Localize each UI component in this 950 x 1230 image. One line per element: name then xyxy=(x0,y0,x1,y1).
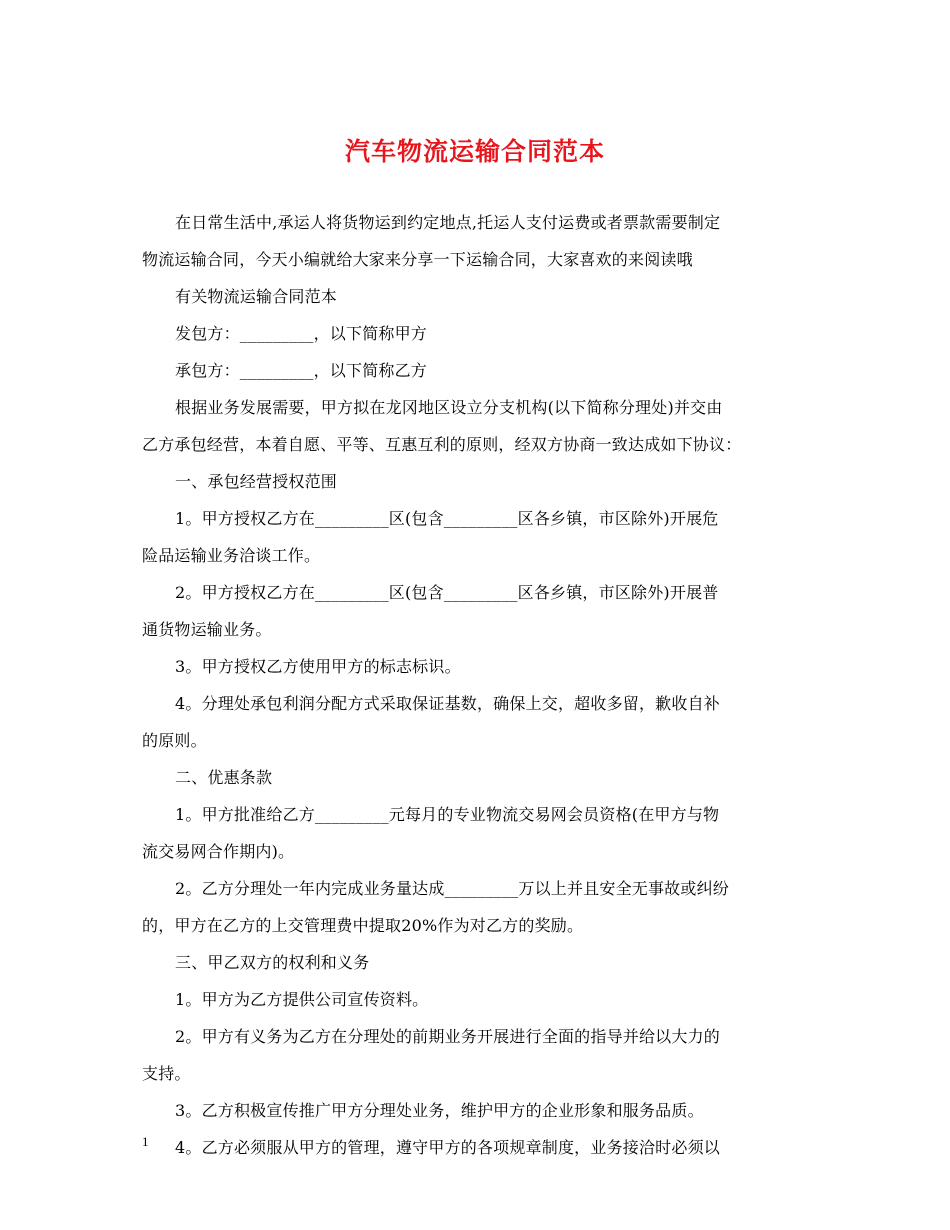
document-title: 汽车物流运输合同范本 xyxy=(344,137,605,166)
paragraph-line: 1。甲方批准给乙方_________元每月的专业物流交易网会员资格(在甲方与物 xyxy=(175,805,720,824)
paragraph-line: 险品运输业务洽谈工作。 xyxy=(142,546,321,565)
paragraph-line: 流交易网合作期内)。 xyxy=(142,842,295,861)
paragraph-line: 一、承包经营授权范围 xyxy=(175,472,338,491)
paragraph-line: 在日常生活中,承运人将货物运到约定地点,托运人支付运费或者票款需要制定 xyxy=(175,213,721,232)
paragraph-line: 的原则。 xyxy=(142,731,207,750)
paragraph-line: 有关物流运输合同范本 xyxy=(175,287,338,306)
paragraph-line: 三、甲乙双方的权利和义务 xyxy=(175,953,370,972)
page-number: 1 xyxy=(142,1134,149,1149)
paragraph-line: 3。乙方积极宣传推广甲方分理处业务，维护甲方的企业形象和服务品质。 xyxy=(175,1101,704,1120)
paragraph-line: 发包方：_________，以下简称甲方 xyxy=(175,324,428,343)
paragraph-line: 二、优惠条款 xyxy=(175,768,273,787)
paragraph-line: 承包方：_________，以下简称乙方 xyxy=(175,361,428,380)
paragraph-line: 的，甲方在乙方的上交管理费中提取20%作为对乙方的奖励。 xyxy=(142,916,584,935)
document-body xyxy=(142,204,817,1166)
paragraph-line: 支持。 xyxy=(142,1064,191,1083)
paragraph-line: 4。分理处承包利润分配方式采取保证基数，确保上交，超收多留，歉收自补 xyxy=(175,694,720,713)
paragraph-line: 根据业务发展需要，甲方拟在龙冈地区设立分支机构(以下简称分理处)并交由 xyxy=(175,398,723,417)
paragraph-line: 物流运输合同，今天小编就给大家来分享一下运输合同，大家喜欢的来阅读哦 xyxy=(142,250,693,269)
paragraph-line: 1。甲方授权乙方在_________区(包含_________区各乡镇，市区除外)开展危 xyxy=(175,509,719,528)
paragraph-line: 2。乙方分理处一年内完成业务量达成_________万以上并且安全无事故或纠纷 xyxy=(175,879,729,898)
paragraph-line: 3。甲方授权乙方使用甲方的标志标识。 xyxy=(175,657,461,676)
paragraph-line: 通货物运输业务。 xyxy=(142,620,272,639)
paragraph-line: 2。甲方有义务为乙方在分理处的前期业务开展进行全面的指导并给以大力的 xyxy=(175,1027,720,1046)
paragraph-line: 4。乙方必须服从甲方的管理，遵守甲方的各项规章制度，业务接洽时必须以 xyxy=(175,1138,720,1157)
paragraph-line: 乙方承包经营，本着自愿、平等、互惠互利的原则，经双方协商一致达成如下协议： xyxy=(142,435,742,454)
paragraph-line: 1。甲方为乙方提供公司宣传资料。 xyxy=(175,990,429,1009)
paragraph-line: 2。甲方授权乙方在_________区(包含_________区各乡镇，市区除外)开展普 xyxy=(175,583,719,602)
